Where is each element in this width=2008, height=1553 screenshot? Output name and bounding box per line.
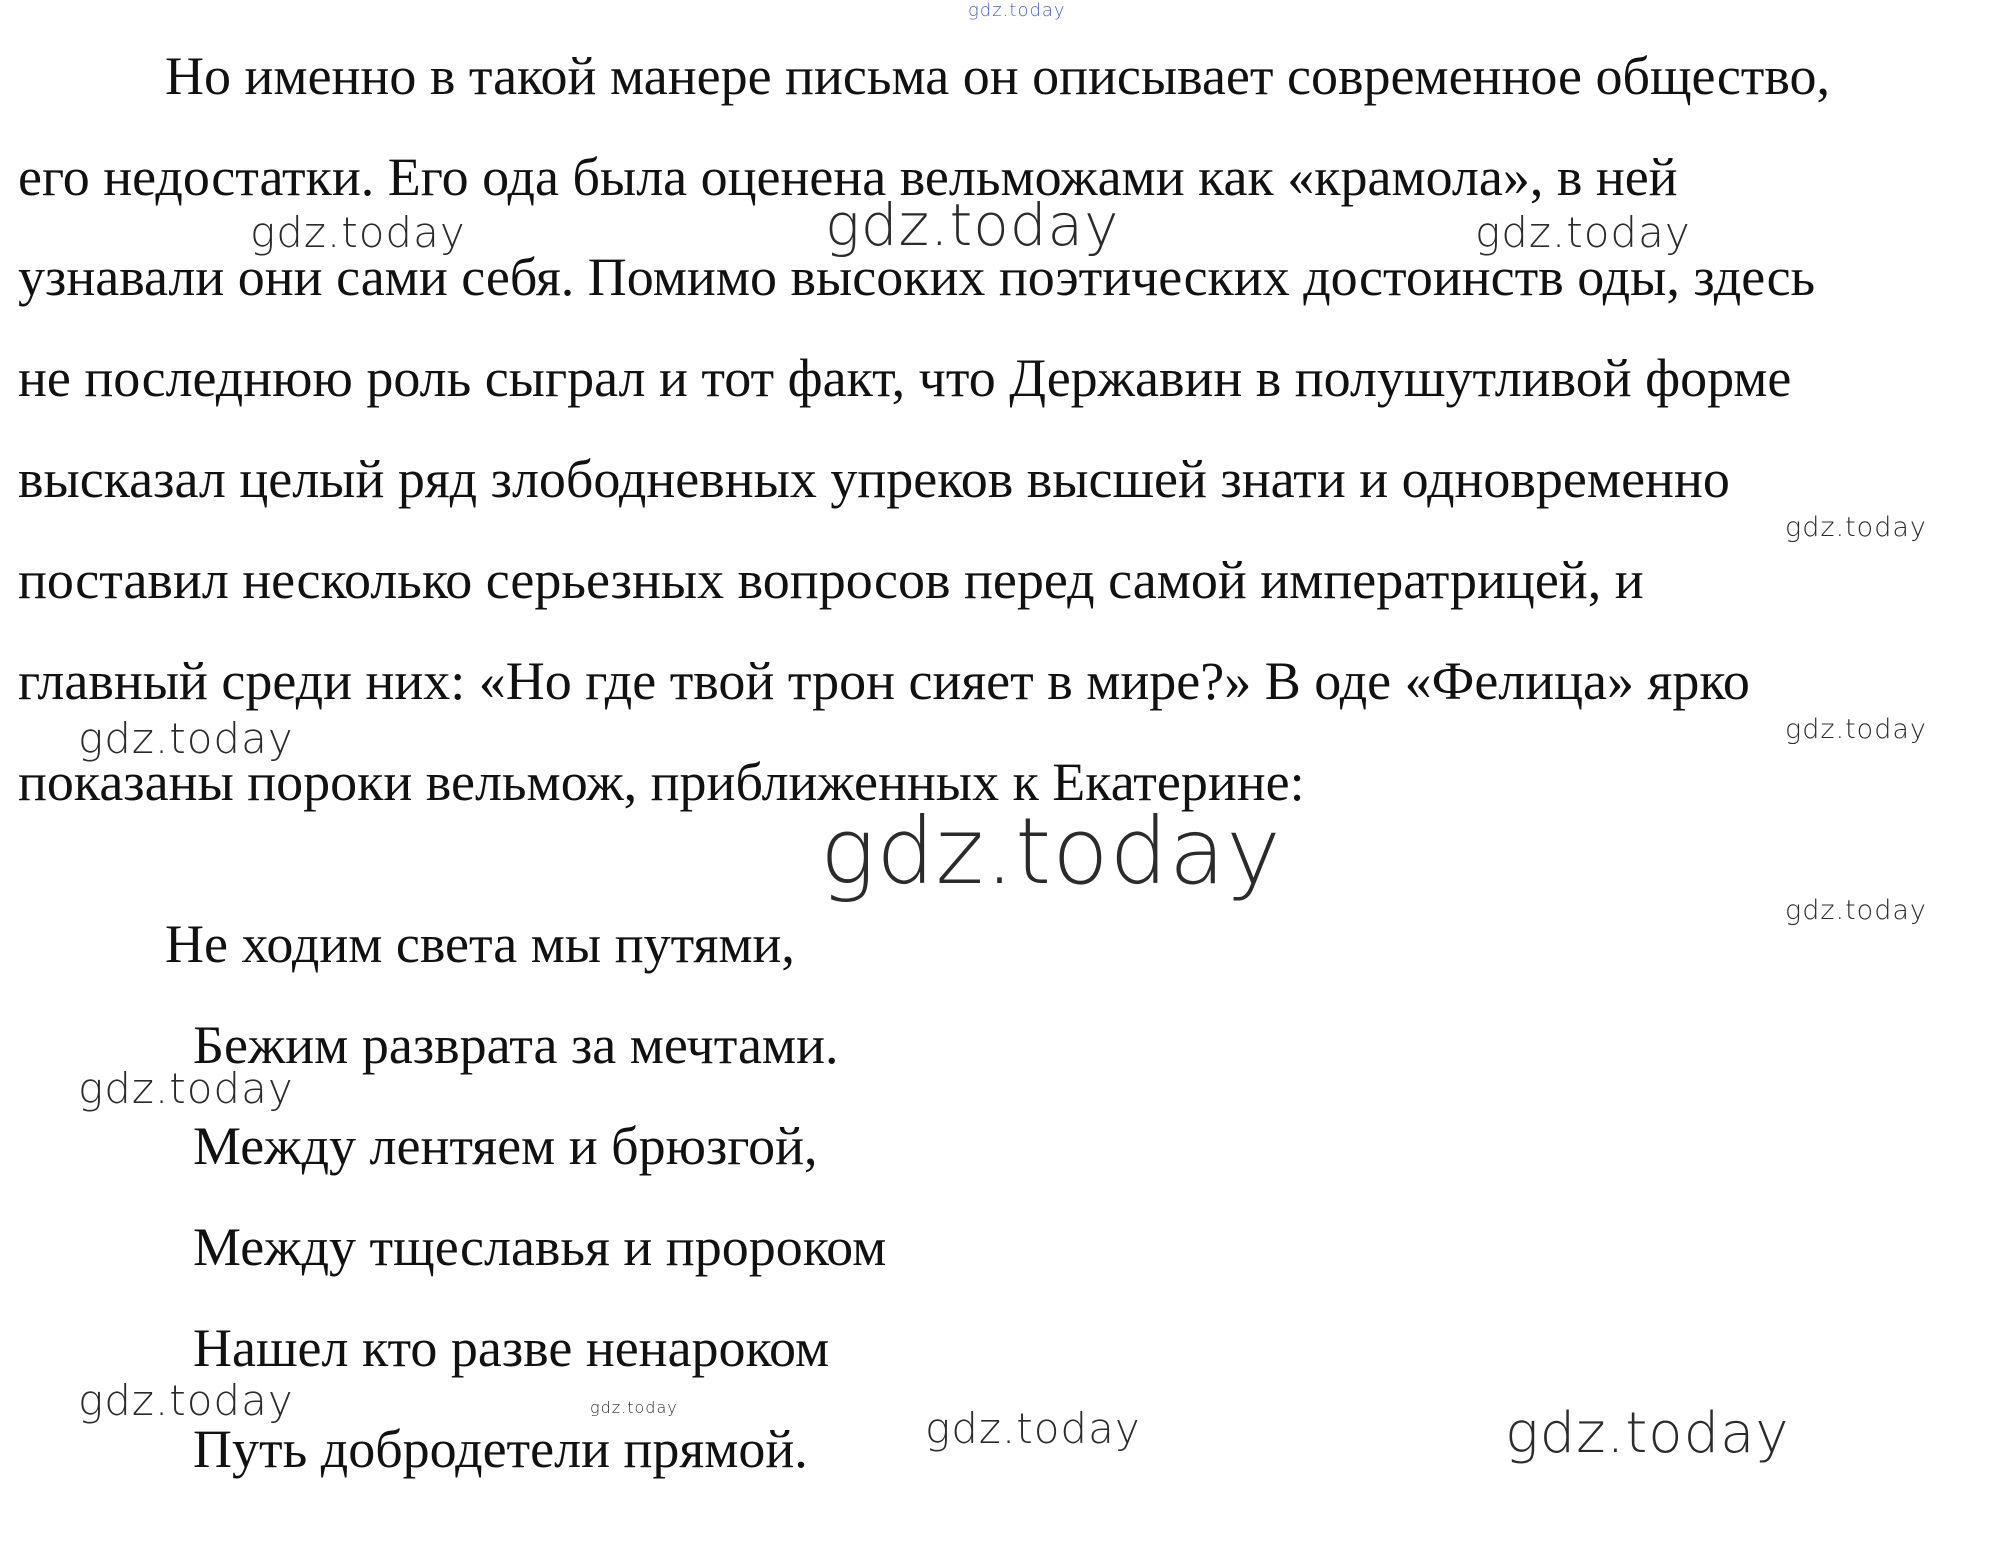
verse-line-4: Между тщеславья и пророком: [193, 1217, 887, 1277]
verse-line-6: Путь добродетели прямой.: [193, 1419, 808, 1479]
paragraph-line-7: главный среди них: «Но где твой трон сияет в мире?» В оде «Фелица» ярко: [18, 651, 1750, 711]
watermark: gdz.today: [250, 208, 466, 257]
watermark: gdz.today: [825, 191, 1120, 259]
paragraph-line-8: показаны пороки вельмож, приближенных к Екатерине:: [18, 752, 1305, 812]
watermark: gdz.today: [1475, 208, 1691, 257]
verse-line-2: Бежим разврата за мечтами.: [193, 1015, 839, 1075]
watermark: gdz.today: [925, 1404, 1141, 1453]
verse-line-5: Нашел кто разве ненароком: [193, 1318, 830, 1378]
paragraph-line-1: Но именно в такой манере письма он описывает современное общество,: [165, 46, 1831, 106]
paragraph-line-4: не последнюю роль сыграл и тот факт, что Державин в полушутливой форме: [18, 348, 1792, 408]
paragraph-line-3: узнавали они сами себя. Помимо высоких поэтических достоинств оды, здесь: [18, 247, 1816, 307]
watermark: gdz.today: [78, 1376, 294, 1425]
watermark: gdz.today: [1785, 714, 1927, 745]
watermark: gdz.today: [1785, 895, 1927, 926]
paragraph-line-2: его недостатки. Его ода была оценена вельможами как «крамола», в ней: [18, 147, 1678, 207]
paragraph-line-5: высказал целый ряд злободневных упреков высшей знати и одновременно: [18, 449, 1730, 509]
watermark: gdz.today: [820, 798, 1282, 905]
verse-line-3: Между лентяем и брюзгой,: [193, 1116, 818, 1176]
watermark: gdz.today: [968, 0, 1066, 21]
watermark: gdz.today: [78, 714, 294, 763]
verse-line-1: Не ходим света мы путями,: [165, 914, 795, 974]
watermark: gdz.today: [1785, 512, 1927, 543]
paragraph-line-6: поставил несколько серьезных вопросов перед самой императрицей, и: [18, 550, 1644, 610]
watermark: gdz.today: [1505, 1401, 1790, 1466]
watermark: gdz.today: [590, 1398, 678, 1417]
watermark: gdz.today: [78, 1064, 294, 1113]
